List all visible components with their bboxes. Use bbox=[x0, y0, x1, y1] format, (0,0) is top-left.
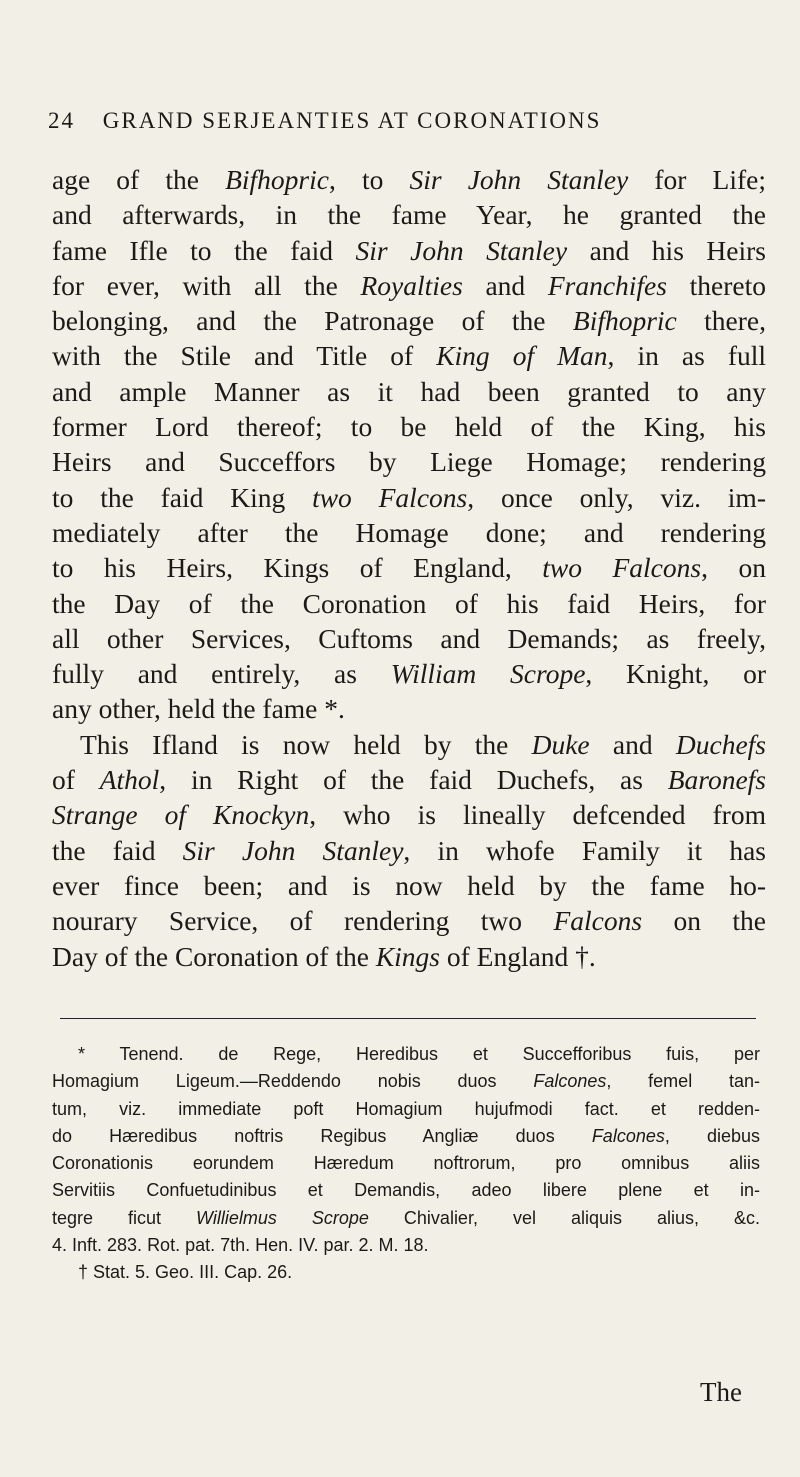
text-line bbox=[52, 586, 766, 621]
text-run: Coronationis eorundem Hæredum noftrorum, pro omnibus aliis bbox=[52, 1153, 760, 1174]
footnote-line bbox=[52, 1150, 760, 1177]
text-run: and ample Manner as it had been granted to any bbox=[52, 375, 766, 407]
catchword: The bbox=[700, 1377, 742, 1407]
text-run: † Stat. 5. Geo. III. Cap. 26. bbox=[78, 1262, 293, 1283]
text-line bbox=[52, 868, 766, 903]
italic-text: Willielmus Scrope bbox=[196, 1207, 369, 1228]
text-run: mediately after the Homage done; and rendering bbox=[52, 516, 766, 548]
footnotes bbox=[52, 1041, 760, 1287]
text-run: the Day of the Coronation of his faid Heirs, for bbox=[52, 587, 766, 619]
text-run: there, bbox=[676, 305, 766, 337]
text-run: for Life; bbox=[628, 164, 766, 195]
footnote-line bbox=[52, 1259, 760, 1286]
text-run: fully and entirely, as bbox=[52, 658, 391, 690]
text-run: Servitiis Confuetudinibus et Demandis, adeo libere plene et in- bbox=[52, 1180, 760, 1201]
text-run: of England †. bbox=[440, 940, 596, 972]
italic-text: Baronefs bbox=[667, 764, 766, 796]
text-line bbox=[52, 621, 766, 656]
text-run: thereto bbox=[666, 269, 766, 301]
text-run: , on bbox=[701, 552, 766, 584]
text-run: * Tenend. de Rege, Heredibus et Succefforibus fuis, per bbox=[78, 1044, 760, 1064]
footnote-line bbox=[52, 1041, 760, 1068]
footnote-line bbox=[52, 1232, 760, 1259]
text-run: fame Ifle to the faid bbox=[52, 234, 356, 266]
text-run: former Lord thereof; to be held of the King, his bbox=[52, 411, 766, 443]
text-run: , in whofe Family it has bbox=[403, 834, 766, 866]
text-run: Chivalier, vel aliquis alius, &c. bbox=[368, 1207, 761, 1228]
italic-text: Franchifes bbox=[547, 269, 667, 301]
footnote-rule bbox=[60, 1018, 756, 1019]
italic-text: Falcons bbox=[553, 905, 643, 937]
text-run: 4. Inft. 283. Rot. pat. 7th. Hen. IV. par. 2. M. 18. bbox=[52, 1235, 429, 1256]
italic-text: Duchefs bbox=[675, 728, 766, 760]
text-run: , in as full bbox=[607, 340, 767, 372]
text-run: Homagium Ligeum.—Reddendo nobis duos bbox=[52, 1071, 534, 1092]
text-run: the faid bbox=[52, 834, 183, 866]
text-run: for ever, with all the bbox=[52, 269, 361, 301]
text-run: , in Right of the faid Duchefs, as bbox=[159, 764, 668, 796]
text-line bbox=[52, 833, 766, 868]
text-line bbox=[52, 762, 766, 797]
text-run: any other, held the fame *. bbox=[52, 693, 345, 725]
text-line bbox=[52, 197, 766, 232]
page-number: 24 bbox=[48, 108, 75, 133]
text-run: Heirs and Succeffors by Liege Homage; rendering bbox=[52, 446, 766, 478]
text-line bbox=[52, 515, 766, 550]
main-text bbox=[52, 162, 766, 974]
text-line bbox=[52, 303, 766, 338]
text-run: of bbox=[52, 764, 100, 796]
text-run: , once only, viz. im- bbox=[467, 481, 766, 513]
footnote-line bbox=[52, 1205, 760, 1232]
text-run: to the faid King bbox=[52, 481, 313, 513]
text-line bbox=[52, 268, 766, 303]
text-line bbox=[52, 480, 766, 515]
italic-text: William Scrope bbox=[390, 658, 586, 690]
text-run: , to bbox=[328, 164, 410, 195]
text-run: nourary Service, of rendering two bbox=[52, 905, 554, 937]
italic-text: Kings bbox=[375, 940, 440, 972]
italic-text: Royalties bbox=[360, 269, 463, 301]
text-run: all other Services, Cuftoms and Demands; as freely, bbox=[52, 622, 766, 654]
text-line bbox=[52, 374, 766, 409]
text-line bbox=[52, 939, 766, 974]
footnote-line bbox=[52, 1123, 760, 1150]
text-line bbox=[52, 409, 766, 444]
text-line bbox=[52, 797, 766, 832]
footnote-line bbox=[52, 1068, 760, 1095]
text-run: , diebus bbox=[664, 1125, 761, 1146]
running-header bbox=[48, 108, 768, 134]
text-line bbox=[52, 656, 766, 691]
text-run: This Ifland is now held by the bbox=[80, 728, 532, 760]
text-run: with the Stile and Title of bbox=[52, 340, 437, 372]
text-line bbox=[52, 903, 766, 938]
text-line bbox=[52, 550, 766, 585]
footnote-line bbox=[52, 1096, 760, 1123]
italic-text: Athol bbox=[99, 764, 160, 796]
text-run: and his Heirs bbox=[567, 234, 766, 266]
text-run: and afterwards, in the fame Year, he granted the bbox=[52, 199, 766, 231]
text-run: to his Heirs, Kings of England, bbox=[52, 552, 543, 584]
italic-text: Falcones bbox=[591, 1125, 665, 1146]
text-run: , femel tan- bbox=[606, 1071, 760, 1092]
italic-text: Bifhopric bbox=[572, 305, 677, 337]
text-run: and bbox=[462, 269, 548, 301]
text-run: on the bbox=[642, 905, 766, 937]
italic-text: Strange of Knockyn bbox=[52, 799, 310, 831]
italic-text: Duke bbox=[531, 728, 590, 760]
text-line bbox=[52, 233, 766, 268]
text-run: , Knight, or bbox=[585, 658, 766, 690]
text-line bbox=[52, 338, 766, 373]
footnote-line bbox=[52, 1177, 760, 1204]
text-line bbox=[52, 691, 766, 726]
italic-text: two Falcons bbox=[542, 552, 702, 584]
italic-text: two Falcons bbox=[312, 481, 468, 513]
italic-text: Sir John Stanley bbox=[182, 834, 404, 866]
text-run: and bbox=[589, 728, 676, 760]
running-title: GRAND SERJEANTIES AT CORONATIONS bbox=[102, 108, 602, 133]
text-run: belonging, and the Patronage of the bbox=[52, 305, 573, 337]
text-run: tum, viz. immediate poft Homagium hujufmodi fact. et redden- bbox=[52, 1098, 760, 1119]
text-line bbox=[52, 162, 766, 197]
italic-text: King of Man bbox=[436, 340, 608, 372]
text-run: do Hæredibus noftris Regibus Angliæ duos bbox=[52, 1125, 592, 1146]
italic-text: Sir John Stanley bbox=[355, 234, 568, 266]
text-line bbox=[52, 727, 766, 762]
text-run: tegre ficut bbox=[52, 1207, 197, 1228]
text-run: ever fince been; and is now held by the fame ho- bbox=[52, 869, 766, 901]
italic-text: Sir John Stanley bbox=[409, 164, 629, 195]
text-run: age of the bbox=[52, 164, 226, 195]
italic-text: Falcones bbox=[533, 1071, 607, 1092]
text-run: Day of the Coronation of the bbox=[52, 940, 376, 972]
italic-text: Bifhopric bbox=[225, 164, 329, 195]
text-line bbox=[52, 444, 766, 479]
text-run: , who is lineally defcended from bbox=[309, 799, 766, 831]
